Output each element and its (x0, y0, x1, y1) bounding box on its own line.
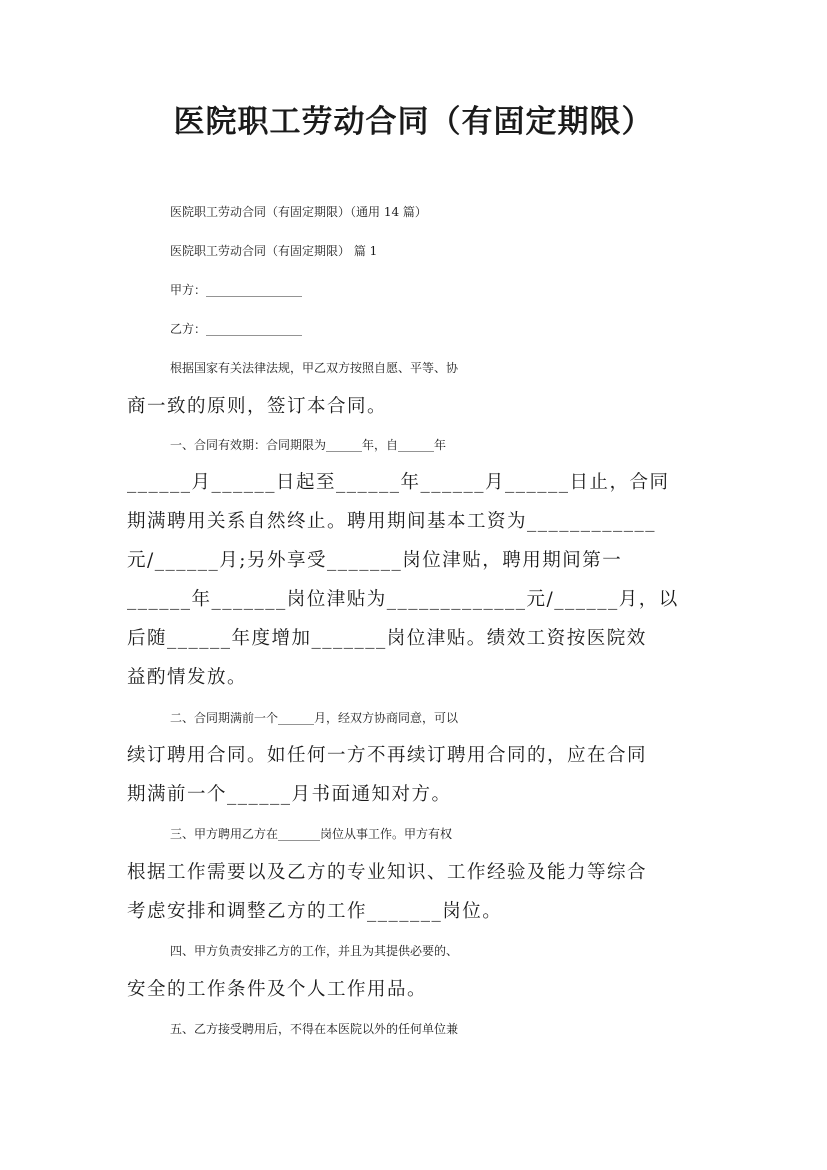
subtitle-line: 医院职工劳动合同（有固定期限）（通用 14 篇） (170, 205, 427, 219)
paragraph-line: 期满聘用关系自然终止。聘用期间基本工资为____________ (127, 511, 657, 532)
paragraph-line: 考虑安排和调整乙方的工作_______岗位。 (127, 901, 503, 922)
paragraph-line: 四、甲方负责安排乙方的工作，并且为其提供必要的、 (170, 944, 459, 958)
paragraph-line: 益酌情发放。 (127, 667, 248, 688)
paragraph-line: 期满前一个______月书面通知对方。 (127, 784, 452, 805)
document-title: 医院职工劳动合同（有固定期限） (173, 104, 654, 140)
paragraph-line: ______年_______岗位津贴为_____________元/______月，以 (127, 589, 679, 610)
paragraph-line: 根据工作需要以及乙方的专业知识、工作经验及能力等综合 (127, 862, 648, 883)
paragraph-line: 三、甲方聘用乙方在_______岗位从事工作。甲方有权 (170, 827, 453, 841)
paragraph-line: ______月______日起至______年______月______日止，合同 (127, 472, 670, 493)
party-b-line: 乙方：________________ (170, 322, 303, 336)
party-a-line: 甲方：________________ (170, 283, 303, 297)
paragraph-line: 续订聘用合同。如任何一方不再续订聘用合同的，应在合同 (127, 745, 648, 766)
paragraph-line: 商一致的原则，签订本合同。 (127, 396, 388, 417)
paragraph-line: 元/______月;另外享受_______岗位津贴，聘用期间第一 (127, 550, 623, 571)
paragraph-line: 根据国家有关法律法规，甲乙双方按照自愿、平等、协 (170, 361, 459, 375)
paragraph-line: 二、合同期满前一个______月，经双方协商同意，可以 (170, 711, 459, 725)
section-heading: 医院职工劳动合同（有固定期限） 篇 1 (170, 244, 378, 258)
paragraph-line: 五、乙方接受聘用后，不得在本医院以外的任何单位兼 (170, 1022, 459, 1036)
paragraph-line: 安全的工作条件及个人工作用品。 (127, 979, 428, 1000)
paragraph-line: 后随______年度增加_______岗位津贴。绩效工资按医院效 (127, 628, 647, 649)
paragraph-line: 一、合同有效期：合同期限为______年，自______年 (170, 438, 447, 452)
